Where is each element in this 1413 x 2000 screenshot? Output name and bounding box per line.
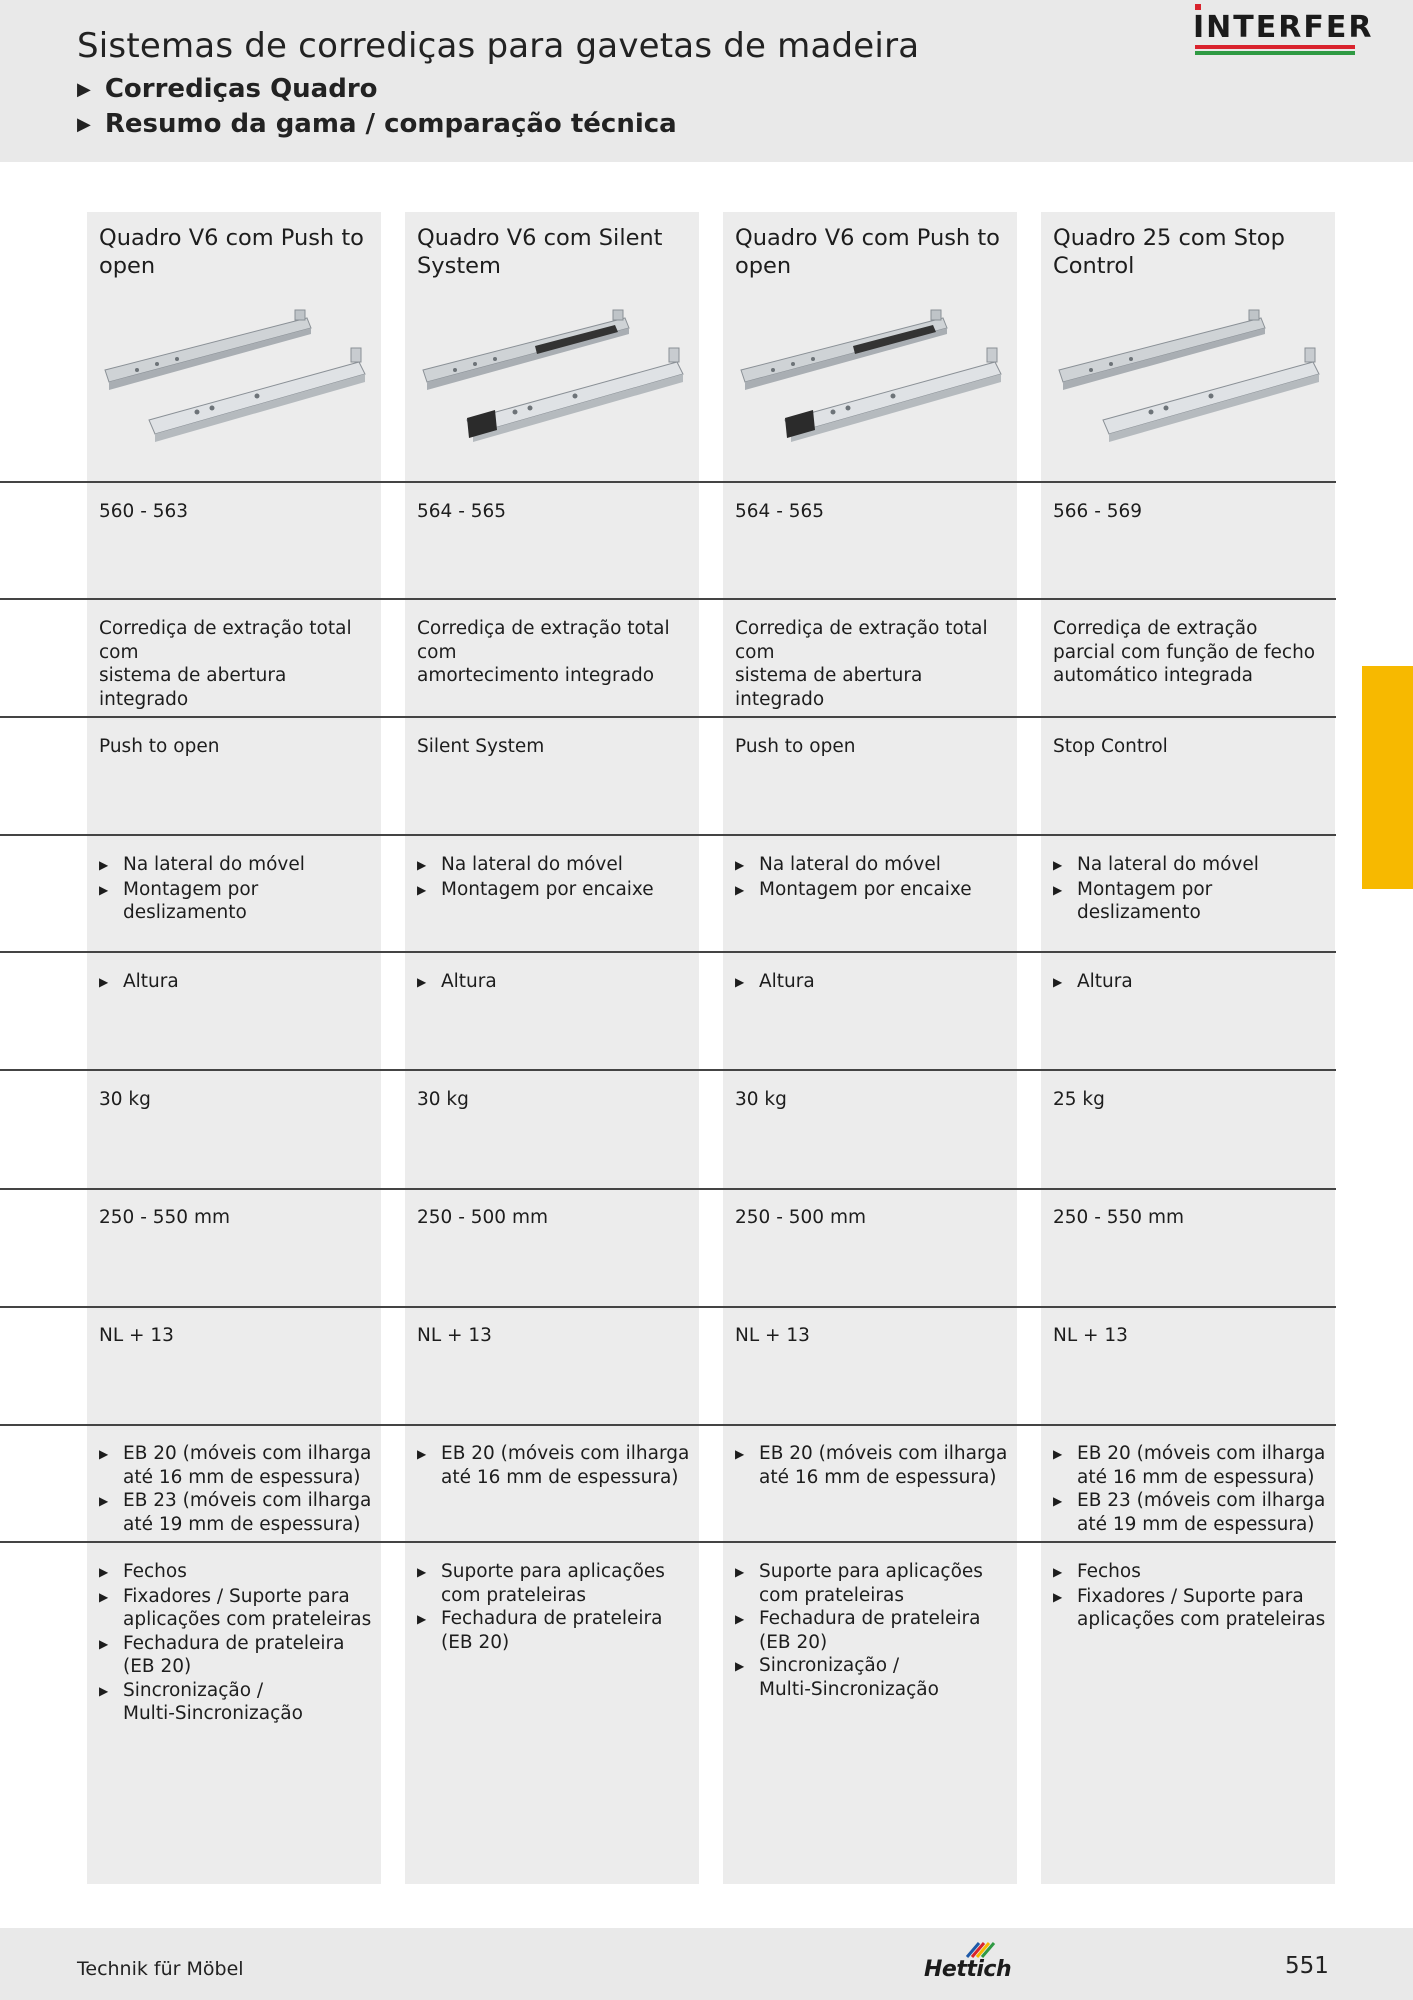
triangle-bullet-icon: ▶: [99, 882, 109, 897]
bullet-text: Fechos: [123, 1561, 187, 1582]
cabinet-depth: NL + 13: [735, 1325, 810, 1346]
bullet-text: Altura: [123, 971, 179, 992]
triangle-bullet-icon: ▶: [99, 1565, 109, 1579]
row-divider: [0, 1188, 1336, 1190]
bullet-item: [1053, 1489, 1333, 1536]
product-function: Push to open: [735, 736, 856, 757]
bullet-text: Suporte para aplicações com prateleiras: [441, 1561, 665, 1606]
load-capacity: 25 kg: [1053, 1089, 1105, 1110]
triangle-bullet-icon: ▶: [77, 113, 91, 135]
bullet-text: Fixadores / Suporte para aplicações com prateleiras: [1077, 1585, 1326, 1630]
bullet-item: [735, 970, 1015, 995]
bullet-item: [417, 970, 697, 995]
bullet-item: [99, 878, 379, 925]
hettich-logo-text: Hettich: [924, 1957, 1012, 1982]
page-title: Sistemas de corrediças para gavetas de madeira: [77, 26, 920, 66]
logo-red-stripe: [1195, 45, 1355, 49]
section-tab-marker: [1362, 666, 1413, 889]
cabinet-depth: NL + 13: [99, 1325, 174, 1346]
triangle-bullet-icon: ▶: [99, 858, 109, 872]
triangle-bullet-icon: ▶: [1053, 1494, 1063, 1508]
triangle-bullet-icon: ▶: [417, 882, 427, 897]
bullet-item: [1053, 1560, 1333, 1585]
triangle-bullet-icon: ▶: [417, 1447, 427, 1461]
bullet-text: Fechadura de prateleira (EB 20): [441, 1608, 663, 1653]
bullet-item: [1053, 1585, 1333, 1632]
triangle-bullet-icon: ▶: [735, 882, 745, 897]
subtitle-line-2: [77, 109, 677, 139]
bullet-item: [1053, 853, 1333, 878]
triangle-bullet-icon: ▶: [735, 1565, 745, 1579]
bullet-text: Fixadores / Suporte para aplicações com prateleiras: [123, 1585, 372, 1630]
product-description: Corrediça de extração total com sistema de abertura integrado: [735, 618, 988, 710]
adjustment-list: [735, 970, 1015, 995]
bullet-text: EB 20 (móveis com ilharga até 16 mm de espessura): [759, 1443, 1008, 1488]
hettich-logo: [920, 1935, 1012, 1985]
cabinet-depth: NL + 13: [417, 1325, 492, 1346]
subtitle-1-text: Corrediças Quadro: [104, 74, 378, 104]
drawer-runner-image: [733, 300, 1013, 450]
row-divider: [0, 951, 1336, 953]
mounting-list: [99, 853, 379, 925]
bullet-text: Montagem por deslizamento: [1077, 878, 1213, 923]
triangle-bullet-icon: ▶: [417, 1612, 427, 1626]
bullet-text: Altura: [759, 971, 815, 992]
bullet-item: [99, 1632, 379, 1679]
bullet-item: [99, 970, 379, 995]
bullet-item: [735, 1442, 1015, 1489]
adjustment-list: [417, 970, 697, 995]
bullet-text: Montagem por deslizamento: [123, 878, 259, 923]
row-divider: [0, 1424, 1336, 1426]
bullet-text: EB 20 (móveis com ilharga até 16 mm de espessura): [1077, 1443, 1326, 1488]
adjustment-list: [99, 970, 379, 995]
triangle-bullet-icon: ▶: [99, 1447, 109, 1461]
product-description: Corrediça de extração total com amortecimento integrado: [417, 618, 670, 686]
bullet-item: [99, 1585, 379, 1632]
bullet-text: Na lateral do móvel: [441, 854, 623, 875]
bullet-text: Fechos: [1077, 1561, 1141, 1582]
adjustment-list: [1053, 970, 1333, 995]
triangle-bullet-icon: ▶: [99, 1494, 109, 1508]
triangle-bullet-icon: ▶: [417, 1565, 427, 1579]
triangle-bullet-icon: ▶: [1053, 1565, 1063, 1579]
product-title: Quadro V6 com Push to open: [735, 225, 1000, 279]
bullet-item: [99, 853, 379, 878]
triangle-bullet-icon: ▶: [1053, 882, 1063, 897]
bullet-text: Na lateral do móvel: [123, 854, 305, 875]
product-function: Stop Control: [1053, 736, 1168, 757]
bullet-text: Montagem por encaixe: [759, 878, 972, 900]
bullet-item: [99, 1679, 379, 1726]
mounting-list: [417, 853, 697, 902]
mounting-list: [1053, 853, 1333, 925]
bullet-item: [417, 1607, 697, 1654]
load-capacity: 30 kg: [735, 1089, 787, 1110]
accessories-list: [735, 1560, 1015, 1701]
row-divider: [0, 716, 1336, 718]
catalog-pages: 564 - 565: [735, 501, 825, 522]
bullet-text: EB 20 (móveis com ilharga até 16 mm de espessura): [123, 1443, 372, 1488]
nominal-length: 250 - 500 mm: [417, 1207, 548, 1228]
subtitle-line-1: [77, 74, 378, 104]
triangle-bullet-icon: ▶: [1053, 1447, 1063, 1461]
nominal-length: 250 - 550 mm: [99, 1207, 230, 1228]
triangle-bullet-icon: ▶: [1053, 1589, 1063, 1604]
bullet-item: [417, 878, 697, 903]
bullet-text: Sincronização / Multi-Sincronização: [759, 1655, 939, 1700]
triangle-bullet-icon: ▶: [417, 858, 427, 872]
bullet-item: [735, 853, 1015, 878]
triangle-bullet-icon: ▶: [417, 975, 427, 989]
product-column: [1041, 212, 1335, 1884]
bullet-text: Na lateral do móvel: [759, 854, 941, 875]
accessories-list: [417, 1560, 697, 1654]
product-title: Quadro V6 com Push to open: [99, 225, 364, 279]
page-number: 551: [1285, 1953, 1329, 1979]
bullet-text: Altura: [441, 971, 497, 992]
installation-dimension-list: [99, 1442, 379, 1536]
load-capacity: 30 kg: [99, 1089, 151, 1110]
triangle-bullet-icon: ▶: [99, 975, 109, 989]
bullet-item: [99, 1442, 379, 1489]
row-divider: [0, 481, 1336, 483]
bullet-item: [99, 1489, 379, 1536]
nominal-length: 250 - 500 mm: [735, 1207, 866, 1228]
installation-dimension-list: [417, 1442, 697, 1489]
product-title: Quadro V6 com Silent System: [417, 225, 663, 279]
catalog-pages: 564 - 565: [417, 501, 507, 522]
installation-dimension-list: [735, 1442, 1015, 1489]
bullet-item: [99, 1560, 379, 1585]
bullet-text: EB 20 (móveis com ilharga até 16 mm de espessura): [441, 1443, 690, 1488]
drawer-runner-image: [1051, 300, 1331, 450]
bullet-text: Na lateral do móvel: [1077, 854, 1259, 875]
catalog-pages: 566 - 569: [1053, 501, 1143, 522]
row-divider: [0, 834, 1336, 836]
triangle-bullet-icon: ▶: [99, 1589, 109, 1604]
drawer-runner-image: [97, 300, 377, 450]
triangle-bullet-icon: ▶: [1053, 858, 1063, 872]
drawer-runner-image: [415, 300, 695, 450]
interfer-logo: [1193, 2, 1374, 58]
nominal-length: 250 - 550 mm: [1053, 1207, 1184, 1228]
product-function: Silent System: [417, 736, 545, 757]
bullet-item: [417, 853, 697, 878]
accessories-list: [99, 1560, 379, 1726]
product-description: Corrediça de extração parcial com função de fecho automático integrada: [1053, 618, 1316, 686]
triangle-bullet-icon: ▶: [735, 1659, 745, 1673]
triangle-bullet-icon: ▶: [735, 1447, 745, 1461]
bullet-item: [735, 878, 1015, 903]
bullet-text: Sincronização / Multi-Sincronização: [123, 1679, 303, 1724]
bullet-item: [1053, 970, 1333, 995]
bullet-text: Fechadura de prateleira (EB 20): [759, 1608, 981, 1653]
logo-text: INTERFER: [1193, 10, 1374, 45]
bullet-item: [735, 1654, 1015, 1701]
logo-green-stripe: [1195, 51, 1355, 55]
bullet-text: Altura: [1077, 971, 1133, 992]
subtitle-2-text: Resumo da gama / comparação técnica: [104, 109, 677, 139]
bullet-item: [735, 1560, 1015, 1607]
catalog-pages: 560 - 563: [99, 501, 189, 522]
footer-tagline: Technik für Möbel: [77, 1958, 244, 1980]
bullet-text: EB 23 (móveis com ilharga até 19 mm de espessura): [123, 1490, 372, 1535]
triangle-bullet-icon: ▶: [99, 1683, 109, 1698]
cabinet-depth: NL + 13: [1053, 1325, 1128, 1346]
accessories-list: [1053, 1560, 1333, 1632]
bullet-text: Fechadura de prateleira (EB 20): [123, 1632, 345, 1677]
product-function: Push to open: [99, 736, 220, 757]
triangle-bullet-icon: ▶: [735, 975, 745, 989]
triangle-bullet-icon: ▶: [1053, 975, 1063, 989]
product-title: Quadro 25 com Stop Control: [1053, 225, 1285, 279]
bullet-item: [1053, 1442, 1333, 1489]
bullet-text: EB 23 (móveis com ilharga até 19 mm de espessura): [1077, 1490, 1326, 1535]
load-capacity: 30 kg: [417, 1089, 469, 1110]
bullet-item: [1053, 878, 1333, 925]
triangle-bullet-icon: ▶: [77, 78, 91, 100]
installation-dimension-list: [1053, 1442, 1333, 1536]
triangle-bullet-icon: ▶: [99, 1636, 109, 1651]
mounting-list: [735, 853, 1015, 902]
row-divider: [0, 598, 1336, 600]
row-divider: [0, 1541, 1336, 1543]
bullet-text: Suporte para aplicações com prateleiras: [759, 1561, 983, 1606]
bullet-item: [417, 1442, 697, 1489]
triangle-bullet-icon: ▶: [735, 858, 745, 872]
bullet-item: [417, 1560, 697, 1607]
product-description: Corrediça de extração total com sistema de abertura integrado: [99, 618, 352, 710]
row-divider: [0, 1069, 1336, 1071]
bullet-text: Montagem por encaixe: [441, 878, 654, 900]
row-divider: [0, 1306, 1336, 1308]
bullet-item: [735, 1607, 1015, 1654]
triangle-bullet-icon: ▶: [735, 1612, 745, 1626]
